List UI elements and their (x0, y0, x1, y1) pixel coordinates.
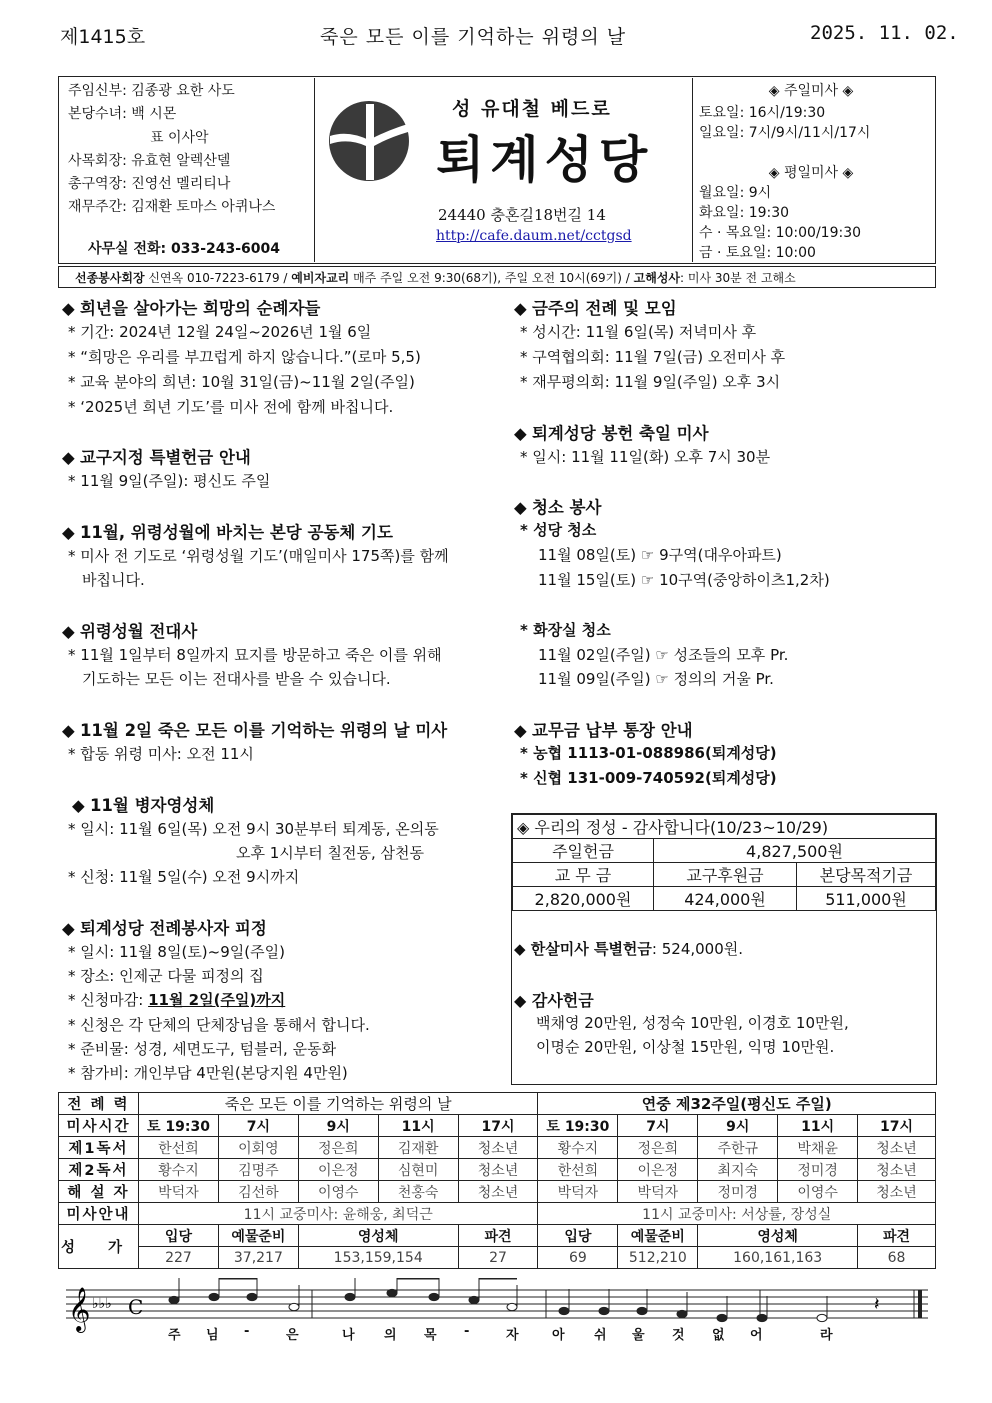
lyric-syllable: 나 (342, 1328, 355, 1343)
music-note (817, 1314, 827, 1321)
mass-notice-left: 11시 교중미사: 윤해웅, 최덕근 (138, 1203, 537, 1225)
staff-line: 재무주간: 김재환 토마스 아퀴나스 (68, 199, 276, 215)
liturgy-cell: 이회영 (218, 1137, 298, 1159)
lyric-syllable: - (464, 1324, 470, 1339)
deadline-highlight: 11월 2일(주일)까지 (148, 991, 286, 1009)
bulletin-date: 2025. 11. 02. (810, 22, 959, 44)
list-item: * 신청마감: 11월 2일(주일)까지 (68, 991, 286, 1009)
row-label: 성 가 (59, 1225, 139, 1269)
list-item: * 신청은 각 단체의 단체장님을 통해서 합니다. (68, 1016, 370, 1034)
hymn-number: 27 (458, 1247, 538, 1269)
mass-notice-right: 11시 교중미사: 서상률, 장성실 (538, 1203, 936, 1225)
liturgy-cell: 정미경 (698, 1181, 778, 1203)
liturgy-cell: 심현미 (378, 1159, 458, 1181)
row-label: 미사안내 (59, 1203, 139, 1225)
music-staff (62, 1278, 934, 1340)
sunday-mass-heading: ◈ 주일미사 ◈ (768, 83, 854, 99)
row-label: 해 설 자 (59, 1181, 139, 1203)
hymn-heading: 영성체 (298, 1225, 458, 1247)
liturgy-cell: 청소년 (858, 1181, 936, 1203)
lyric-syllable: 은 (286, 1328, 299, 1343)
mass-schedule-panel (692, 78, 937, 262)
list-item: * 11월 1일부터 8일까지 묘지를 방문하고 죽은 이를 위해 (68, 646, 442, 664)
liturgy-cell: 9시 (298, 1115, 378, 1137)
music-note (717, 1314, 727, 1321)
list-item: * 성시간: 11월 6일(목) 저녁미사 후 (520, 323, 757, 341)
liturgy-cell: 황수지 (138, 1159, 218, 1181)
staff-line: 주임신부: 김종광 요한 사도 (68, 83, 235, 99)
liturgy-cell: 김선하 (218, 1181, 298, 1203)
staff-line: 표 이사악 (150, 130, 209, 146)
liturgy-cell: 17시 (858, 1115, 936, 1137)
church-address: 24440 충혼길18번길 14 (438, 206, 606, 224)
offering-value: 2,820,000원 (513, 887, 654, 911)
weekday-mass-heading: ◈ 평일미사 ◈ (768, 165, 854, 181)
list-item: * 일시: 11월 11일(화) 오후 7시 30분 (520, 448, 771, 466)
staff-line: 총구역장: 진영선 멜리티나 (68, 176, 231, 192)
hymn-heading: 입당 (538, 1225, 618, 1247)
liturgy-cell: 청소년 (858, 1159, 936, 1181)
liturgy-cell: 11시 (778, 1115, 858, 1137)
list-item: 11월 08일(토) ☞ 9구역(대우아파트) (538, 546, 782, 564)
liturgy-cell: 11시 (378, 1115, 458, 1137)
music-note (757, 1314, 767, 1321)
music-note (169, 1296, 179, 1303)
music-note (247, 1293, 257, 1300)
table-row (59, 1137, 936, 1159)
section-title: ◆ 퇴계성당 전례봉사자 피정 (62, 919, 267, 938)
list-item: 11월 15일(토) ☞ 10구역(중앙하이츠1,2차) (538, 571, 830, 589)
mass-line: 수 · 목요일: 10:00/19:30 (699, 225, 862, 241)
list-item: * 신협 131-009-740592(퇴계성당) (520, 769, 777, 787)
liturgy-cell: 최지숙 (698, 1159, 778, 1181)
svg-text:♭♭♭: ♭♭♭ (92, 1296, 112, 1312)
hymn-number: 160,161,163 (698, 1247, 858, 1269)
music-note (677, 1310, 687, 1317)
issue-number: 제1415호 (60, 26, 146, 48)
liturgy-cell: 한선희 (538, 1159, 618, 1181)
hymn-number: 69 (538, 1247, 618, 1269)
offering-heading: ◈ 우리의 정성 - 감사합니다(10/23~10/29) (513, 815, 936, 839)
lyric-syllable: 쉬 (594, 1328, 607, 1343)
list-item: * 구역협의회: 11월 7일(금) 오전미사 후 (520, 348, 786, 366)
offering-box (511, 813, 937, 1085)
hymn-heading: 파견 (858, 1225, 936, 1247)
lyric-syllable: 주 (168, 1328, 181, 1343)
section-title: ◆ 교무금 납부 통장 안내 (514, 721, 693, 740)
lyric-syllable: - (244, 1324, 250, 1339)
liturgy-cell: 청소년 (458, 1137, 538, 1159)
church-subtitle: 성 유대철 베드로 (452, 98, 612, 120)
table-row (59, 1181, 936, 1203)
staff-panel (60, 78, 315, 262)
offering-value: 4,827,500원 (654, 839, 936, 863)
music-note (209, 1293, 219, 1300)
liturgy-cell: 17시 (458, 1115, 538, 1137)
lyric-syllable: 라 (820, 1328, 833, 1343)
special-offering: ◆ 한살미사 특별헌금: 524,000원. (514, 940, 744, 958)
liturgy-cell: 청소년 (458, 1159, 538, 1181)
table-row (59, 1159, 936, 1181)
music-note (289, 1303, 299, 1310)
info-strip (58, 266, 936, 288)
lyric-syllable: 것 (672, 1328, 685, 1343)
liturgy-cell: 김재환 (378, 1137, 458, 1159)
liturgy-day-right: 연중 제32주일(평신도 주일) (538, 1093, 936, 1115)
list-item: * 11월 9일(주일): 평신도 주일 (68, 472, 271, 490)
info-value: 신연옥 010-7223-6179 / (144, 271, 292, 285)
liturgy-cell: 청소년 (458, 1181, 538, 1203)
list-item: * 미사 전 기도로 ‘위령성월 기도’(매일미사 175쪽)를 함께 (68, 547, 449, 565)
lyric-syllable: 의 (384, 1328, 397, 1343)
list-item: * 일시: 11월 6일(목) 오전 9시 30분부터 퇴계동, 온의동 (68, 820, 439, 838)
liturgy-cell: 정미경 (778, 1159, 858, 1181)
liturgy-cell: 천홍숙 (378, 1181, 458, 1203)
liturgy-cell: 김명주 (218, 1159, 298, 1181)
hymn-heading: 예물준비 (618, 1225, 698, 1247)
offering-label: 교 무 금 (513, 863, 654, 887)
list-item: 11월 02일(주일) ☞ 성조들의 모후 Pr. (538, 646, 789, 664)
liturgy-cell: 9시 (698, 1115, 778, 1137)
liturgy-cell: 토 19:30 (138, 1115, 218, 1137)
offering-value: 511,000원 (797, 887, 936, 911)
offering-table (512, 814, 936, 911)
list-item: 11월 09일(주일) ☞ 정의의 거울 Pr. (538, 670, 774, 688)
info-label: 예비자교리 (291, 271, 350, 285)
table-row (59, 1115, 936, 1137)
cross-logo-icon (328, 100, 410, 182)
list-item: * 장소: 인제군 다물 피정의 집 (68, 967, 264, 985)
hymn-heading: 예물준비 (218, 1225, 298, 1247)
offering-value: 424,000원 (654, 887, 797, 911)
lyric-syllable: 없 (712, 1328, 725, 1343)
list-item: * ‘2025년 희년 기도’를 미사 전에 함께 바칩니다. (68, 398, 394, 416)
list-item: * 재무평의회: 11월 9일(주일) 오후 3시 (520, 373, 781, 391)
section-title: ◆ 11월 병자영성체 (72, 796, 215, 815)
liturgy-cell: 7시 (618, 1115, 698, 1137)
liturgy-cell: 박채윤 (778, 1137, 858, 1159)
table-row (59, 1247, 936, 1269)
info-label: 고해성사 (633, 271, 681, 285)
info-value: 매주 주일 오전 9:30(68기), 주일 오전 10시(69기) / (349, 271, 634, 285)
liturgy-cell: 박덕자 (138, 1181, 218, 1203)
music-note (559, 1307, 569, 1314)
music-note (387, 1289, 397, 1296)
list-item: * “희망은 우리를 부끄럽게 하지 않습니다.”(로마 5,5) (68, 348, 421, 366)
liturgy-day-left: 죽은 모든 이를 기억하는 위령의 날 (138, 1093, 537, 1115)
list-item: * 농협 1113-01-088986(퇴계성당) (520, 744, 777, 762)
mass-line: 화요일: 19:30 (699, 205, 790, 221)
mass-line: 토요일: 16시/19:30 (699, 105, 826, 121)
section-title: ◆ 11월 2일 죽은 모든 이를 기억하는 위령의 날 미사 (62, 721, 448, 740)
table-row (59, 1225, 936, 1247)
church-url-link[interactable]: http://cafe.daum.net/cctgsd (436, 228, 632, 244)
liturgy-cell: 주한규 (698, 1137, 778, 1159)
thanks-offering-title: ◆ 감사헌금 (514, 991, 594, 1010)
section-title: ◆ 교구지정 특별헌금 안내 (62, 448, 251, 467)
liturgy-cell: 박덕자 (618, 1181, 698, 1203)
section-title: ◆ 위령성월 전대사 (62, 622, 198, 641)
hymn-number: 153,159,154 (298, 1247, 458, 1269)
hymn-number: 37,217 (218, 1247, 298, 1269)
staff-line: 사목회장: 유효현 알렉산델 (68, 153, 231, 169)
liturgy-cell: 청소년 (858, 1137, 936, 1159)
list-item: * 일시: 11월 8일(토)~9일(주일) (68, 943, 285, 961)
lyric-syllable: 목 (424, 1328, 437, 1343)
lyric-syllable: 아 (552, 1328, 565, 1343)
hymn-number: 512,210 (618, 1247, 698, 1269)
row-label: 제1독서 (59, 1137, 139, 1159)
hymn-heading: 파견 (458, 1225, 538, 1247)
liturgy-cell: 한선희 (138, 1137, 218, 1159)
liturgy-cell: 이영수 (298, 1181, 378, 1203)
music-note (599, 1307, 609, 1314)
liturgy-cell: 이영수 (778, 1181, 858, 1203)
row-label: 전 례 력 (59, 1093, 139, 1115)
row-label: 미사시간 (59, 1115, 139, 1137)
lyric-syllable: 님 (206, 1328, 219, 1343)
list-item: * 기간: 2024년 12월 24일~2026년 1월 6일 (68, 323, 372, 341)
section-title: ◆ 11월, 위령성월에 바치는 본당 공동체 기도 (62, 523, 393, 542)
hymn-number: 227 (138, 1247, 218, 1269)
music-note (637, 1307, 647, 1314)
list-item: * 교육 분야의 희년: 10월 31일(금)~11월 2일(주일) (68, 373, 415, 391)
liturgy-cell: 정은희 (618, 1137, 698, 1159)
staff-line: 본당수녀: 백 시몬 (68, 106, 177, 122)
bulletin-title: 죽은 모든 이를 기억하는 위령의 날 (320, 26, 627, 48)
church-name: 퇴계성당 (436, 131, 654, 189)
thanks-line: 백채영 20만원, 성정숙 10만원, 이경호 10만원, (536, 1014, 849, 1032)
list-item: 기도하는 모든 이는 전대사를 받을 수 있습니다. (82, 670, 391, 688)
section-title: ◆ 금주의 전례 및 모임 (514, 299, 677, 318)
list-item: * 신청: 11월 5일(수) 오전 9시까지 (68, 868, 300, 886)
liturgy-cell: 박덕자 (538, 1181, 618, 1203)
section-title: ◆ 청소 봉사 (514, 498, 602, 517)
lyric-syllable: 자 (506, 1328, 519, 1343)
hymn-number: 68 (858, 1247, 936, 1269)
list-item: * 합동 위령 미사: 오전 11시 (68, 745, 254, 763)
lyric-syllable: 울 (632, 1328, 645, 1343)
list-item: 오후 1시부터 칠전동, 삼천동 (236, 844, 425, 862)
liturgy-cell: 이은정 (618, 1159, 698, 1181)
liturgy-cell: 이은정 (298, 1159, 378, 1181)
offering-label: 주일헌금 (513, 839, 654, 863)
music-note (345, 1293, 355, 1300)
list-item: * 참가비: 개인부담 4만원(본당지원 4만원) (68, 1064, 348, 1082)
mass-line: 금 · 토요일: 10:00 (699, 245, 816, 261)
section-title: ◆ 희년을 살아가는 희망의 순례자들 (62, 299, 321, 318)
row-label: 제2독서 (59, 1159, 139, 1181)
hymn-heading: 입당 (138, 1225, 218, 1247)
office-phone: 사무실 전화: 033-243-6004 (88, 241, 280, 257)
music-note (507, 1303, 517, 1310)
list-item: * 화장실 청소 (520, 621, 611, 639)
info-value: : 미사 30분 전 고해소 (680, 271, 796, 285)
mass-line: 월요일: 9시 (699, 185, 772, 201)
mass-line: 일요일: 7시/9시/11시/17시 (699, 125, 871, 141)
list-item: * 성당 청소 (520, 521, 597, 539)
offering-label: 교구후원금 (654, 863, 797, 887)
info-label: 선종봉사회장 (75, 271, 145, 285)
music-rest: 𝄽 (874, 1294, 880, 1315)
liturgy-cell: 황수지 (538, 1137, 618, 1159)
liturgy-cell: 7시 (218, 1115, 298, 1137)
svg-text:C: C (128, 1295, 144, 1319)
thanks-line: 이명순 20만원, 이상철 15만원, 익명 10만원. (536, 1038, 835, 1056)
list-item: 바칩니다. (82, 571, 145, 589)
liturgy-cell: 정은희 (298, 1137, 378, 1159)
svg-text:𝄞: 𝄞 (68, 1287, 91, 1331)
music-note (469, 1296, 479, 1303)
liturgy-table (58, 1092, 936, 1269)
lyric-syllable: 어 (750, 1328, 763, 1343)
hymn-heading: 영성체 (698, 1225, 858, 1247)
section-title: ◆ 퇴계성당 봉헌 축일 미사 (514, 424, 709, 443)
offering-label: 본당목적기금 (797, 863, 936, 887)
music-note (429, 1293, 439, 1300)
liturgy-cell: 토 19:30 (538, 1115, 618, 1137)
list-item: * 준비물: 성경, 세면도구, 텀블러, 운동화 (68, 1040, 337, 1058)
